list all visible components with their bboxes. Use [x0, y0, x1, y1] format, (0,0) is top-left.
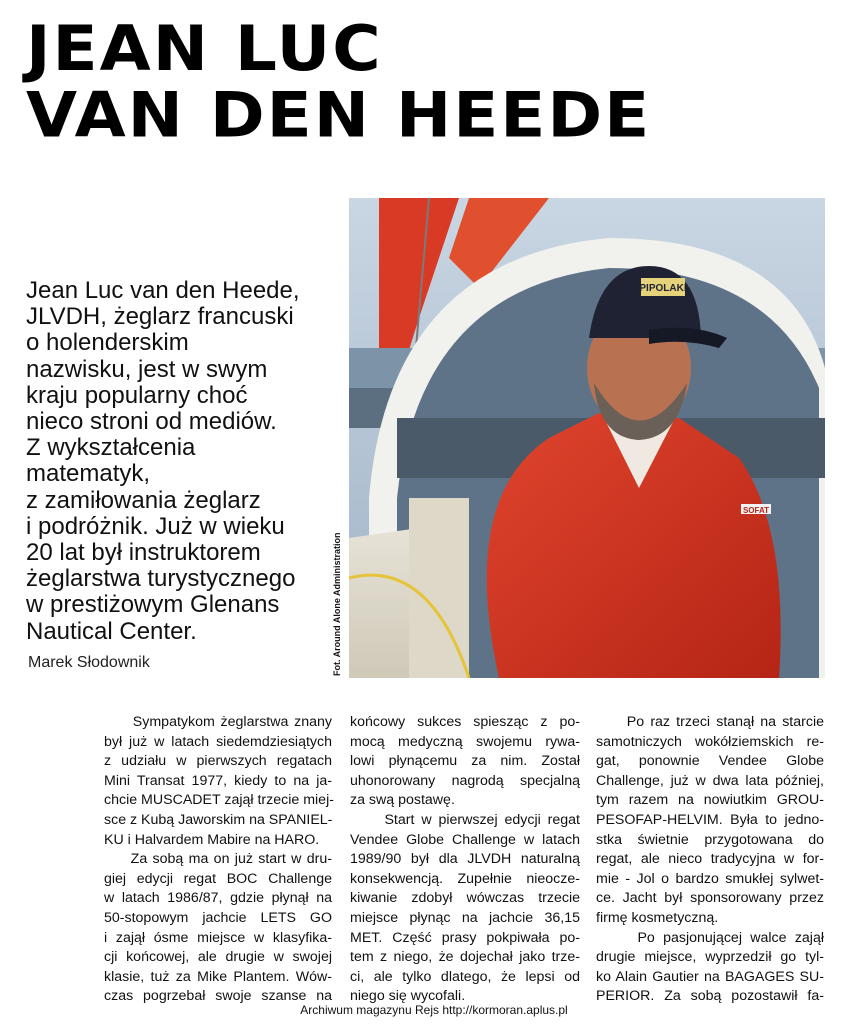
lead-line: nieco stroni od mediów. [26, 408, 277, 436]
lead-line: JLVDH, żeglarz francuski [26, 303, 294, 331]
lead-line: żeglarstwa turystycznego [26, 565, 296, 593]
article-title [26, 12, 652, 152]
text-line: Mini Transat 1977, kiedy to na ja- [104, 772, 332, 789]
lead-line: Nautical Center. [26, 617, 197, 645]
lead-line: w prestiżowym Glenans [26, 591, 280, 619]
text-line: Vendee Globe Challenge w latach [350, 831, 580, 848]
text-line: ce. Jacht był sponsorowany przez [596, 890, 824, 907]
text-line: i zajął ósme miejsce w klasyfika- [104, 929, 332, 946]
text-line: Za sobą ma on już start w dru- [104, 851, 332, 868]
text-line: lowi płynącemu za nim. Został [350, 753, 580, 770]
lead-line: z zamiłowania żeglarz [26, 486, 261, 514]
text-line: Po raz trzeci stanął na starcie [596, 714, 824, 730]
text-line: sce z Kubą Jaworskim na SPANIEL- [104, 811, 333, 828]
lead-line: i podróżnik. Już w wieku [26, 512, 285, 540]
text-line: z udziału w pierwszych regatach [104, 753, 332, 770]
text-line: 1989/90 był dla JLVDH naturalną [350, 851, 580, 868]
text-line: firmę kosmetyczną. [596, 909, 719, 926]
text-line: PESOFAP-HELVIM. Była to jedno- [596, 811, 824, 828]
text-line: mie - Jol o bardzo smukłej sylwet- [596, 870, 824, 887]
article-column-3 [596, 713, 824, 1007]
text-line: końcowy sukces spiesząc z po- [350, 714, 580, 730]
text-line: uhonorowany nagrodą specjalną [350, 772, 580, 789]
cap-label: PIPOLAKI [639, 283, 687, 294]
text-line: mocą medyczną swojemu rywa- [350, 733, 580, 750]
text-line: w latach 1986/87, gdzie płynął na [104, 890, 332, 907]
lead-line: 20 lat był instruktorem [26, 539, 261, 567]
archive-footer: Archiwum magazynu Rejs http://kormoran.aplus.pl [300, 1003, 568, 1017]
text-line: gat, ponownie Vendee Globe [596, 753, 824, 770]
text-line: kiwanie zdobył wówczas trzecie [350, 890, 580, 907]
text-line: stka świetnie przygotowana do [596, 831, 824, 848]
photo-credit: Fot. Around Alone Administration [332, 532, 342, 676]
text-line: był już w latach siedemdziesiątych [104, 733, 332, 750]
text-line: 50-stopowym jachcie LETS GO [104, 909, 332, 926]
text-line: Challenge, już w dwa lata później, [596, 772, 824, 789]
text-line: MET. Część prasy pokpiwała po- [350, 929, 580, 946]
text-line: miejsce płynąc na jachcie 36,15 [350, 909, 580, 926]
text-line: ko Alain Gautier na BAGAGES SU- [596, 968, 824, 985]
title-line-2: VAN DEN HEEDE [26, 78, 652, 152]
text-line: samotniczych wokółziemskich re- [596, 733, 824, 750]
photo-illustration [349, 198, 825, 678]
text-line: konsekwencją. Zupełnie nieocze- [350, 870, 580, 887]
text-line: niego się wycofali. [350, 988, 466, 1005]
text-line: cji końcowej, ale drugie w swojej [104, 949, 332, 966]
sailor-photo [349, 198, 825, 678]
text-line: Sympatykom żeglarstwa znany [104, 714, 332, 730]
lead-line: o holenderskim [26, 329, 189, 357]
text-line: giej edycji regat BOC Challenge [104, 870, 332, 887]
text-line: Start w pierwszej edycji regat [350, 811, 580, 828]
lead-line: Jean Luc van den Heede, [26, 277, 300, 304]
text-line: tem z niego, że dojechał jako trze- [350, 949, 580, 966]
text-line: za swą postawę. [350, 792, 455, 809]
text-line: ci, ale tylko dlatego, że lepsi od [350, 968, 580, 985]
lead-line: Z wykształcenia [26, 434, 196, 462]
text-line: KU i Halvardem Mabire na HARO. [104, 831, 320, 848]
jacket-logo: SOFAT [742, 506, 770, 515]
title-line-1: JEAN LUC [26, 12, 383, 86]
text-line: tym razem na nowiutkim GROU- [596, 792, 824, 809]
article-column-1 [104, 713, 332, 1007]
text-line: PERIOR. Za sobą pozostawił fa- [596, 988, 824, 1005]
lead-paragraph [26, 278, 346, 645]
text-line: klasie, tuż za Mike Plantem. Wów- [104, 968, 332, 985]
text-line: regat, ale nieco tradycyjna w for- [596, 851, 824, 868]
lead-line: kraju popularny choć [26, 381, 248, 409]
article-column-2 [350, 713, 580, 1007]
text-line: drugie miejsce, wyprzedził go tyl- [596, 949, 824, 966]
lead-line: matematyk, [26, 460, 151, 488]
text-line: chcie MUSCADET zajął trzecie miej- [104, 792, 334, 809]
lead-line: nazwisku, jest w swym [26, 355, 268, 383]
author-byline: Marek Słodownik [28, 654, 150, 671]
text-line: czas pogrzebał swoje szanse na [104, 988, 332, 1005]
text-line: Po pasjonującej walce zajął [596, 929, 824, 946]
